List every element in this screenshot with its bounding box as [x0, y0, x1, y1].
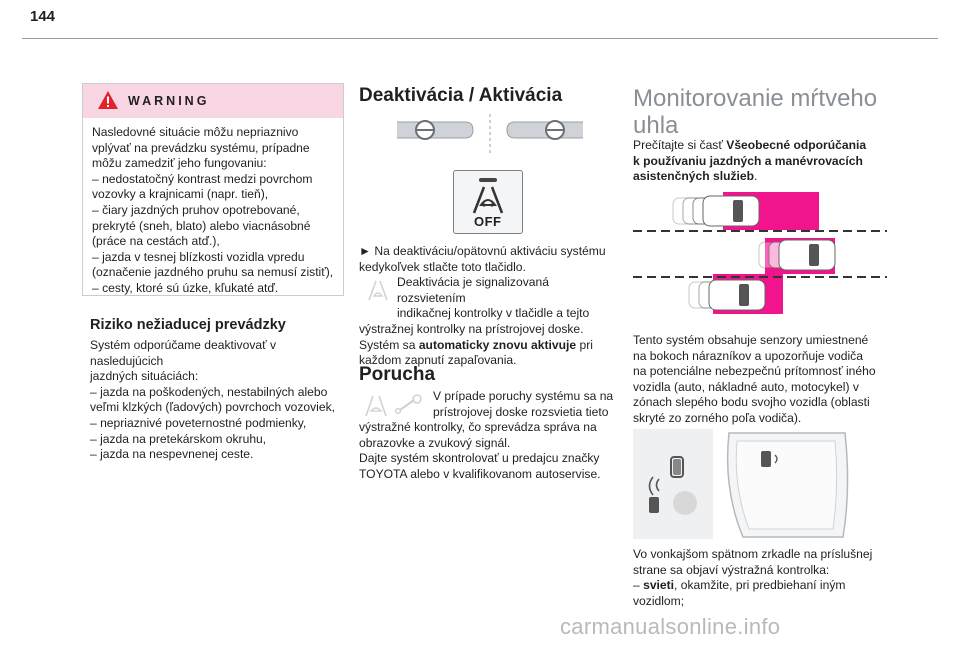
risk-line: – jazda na nespevnenej ceste.: [90, 447, 254, 462]
deactivation-line-text: Deaktivácia je signalizovaná rozsvietením: [397, 275, 549, 305]
fault-text: [359, 389, 617, 483]
side-mirror-image: [633, 429, 851, 539]
monitoring-text: [633, 333, 883, 427]
monitoring-line: Tento systém obsahuje senzory umiestnené: [633, 333, 869, 347]
auto-reactivate-post: pri: [576, 337, 593, 352]
deactivation-text: [359, 244, 617, 369]
monitoring-line: zónach slepého bodu svojho vozidla (oblasti: [633, 395, 870, 410]
monitoring-heading-line: Monitorovanie mŕtveho: [633, 85, 878, 112]
mirror-post: , okamžite, pri predbiehaní iným: [674, 578, 846, 593]
fault-line: obrazovke a zvukový signál.: [359, 435, 511, 450]
risk-line: – jazda na poškodených, nestabilných alebo: [90, 384, 328, 399]
mirror-line: strane sa objaví výstražná kontrolka:: [633, 562, 830, 577]
intro-bold: k používaniu jazdných a manévrovacích: [633, 153, 863, 168]
risk-heading: Riziko nežiaducej prevádzky: [90, 317, 286, 333]
risk-text: [90, 338, 348, 463]
deactivation-line: každom zapnutí zapaľovania.: [359, 353, 517, 368]
fault-line: V prípade poruchy systému sa na: [433, 389, 614, 403]
auto-reactivate-pre: Systém sa: [359, 337, 419, 352]
warning-title: WARNING: [128, 94, 210, 108]
warning-box: [82, 83, 344, 296]
deactivation-line: kedykoľvek stlačte toto tlačidlo.: [359, 259, 526, 274]
intro-post: .: [754, 169, 758, 184]
mirror-illustration: [633, 429, 851, 539]
fault-line: výstražné kontrolky, čo sprevádza správa na: [359, 420, 597, 435]
mirror-line: Vo vonkajšom spätnom zrkadle na príslušnej: [633, 547, 873, 561]
fault-line: Dajte systém skontrolovať u predajcu značky: [359, 451, 600, 466]
risk-line: veľmi klzkých (ľadových) povrchoch vozoviek,: [90, 400, 335, 415]
intro-bold: Všeobecné odporúčania: [726, 138, 867, 152]
monitoring-line: na potenciálne nebezpečnú prítomnosť iného: [633, 364, 876, 379]
monitoring-intro-line: [633, 169, 883, 185]
warning-line: vplývať na prevádzku systému, prípadne: [92, 140, 310, 155]
mirror-text: [633, 547, 883, 609]
steering-position-illustration: [395, 112, 585, 156]
deactivation-line: výstražnej kontrolky na prístrojovej doske.: [359, 321, 584, 336]
warning-line: Nasledovné situácie môžu nepriaznivo: [92, 125, 299, 139]
monitoring-line: na bokoch nárazníkov a upozorňuje vodiča: [633, 348, 863, 363]
fault-line: prístrojovej doske rozsvietia tieto: [433, 404, 609, 419]
warning-line: – čiary jazdných pruhov opotrebované,: [92, 202, 300, 217]
footer-watermark: carmanualsonline.info: [560, 614, 781, 639]
auto-reactivate-bold: automaticky znovu aktivuje: [418, 337, 577, 352]
monitoring-line: skryté zo zorného poľa vodiča).: [633, 410, 802, 425]
deactivation-line: [359, 275, 617, 306]
warning-line: – nedostatočný kontrast medzi povrchom: [92, 171, 313, 186]
warning-line: vozovky a krajnicami (napr. tieň),: [92, 187, 269, 202]
lane-assist-off-button[interactable]: [453, 170, 523, 234]
warning-text: [92, 125, 338, 297]
warning-line: prekryté (sneh, blato) alebo viacnásobné: [92, 218, 311, 233]
blind-spot-diagram: [633, 190, 887, 320]
deactivation-line: [359, 338, 617, 354]
monitoring-heading: [633, 85, 877, 139]
warning-line: – cesty, ktoré sú úzke, kľukaté atď.: [92, 280, 279, 295]
fault-line: TOYOTA alebo v kvalifikovanom autoservise.: [359, 466, 601, 481]
risk-line: – jazda na pretekárskom okruhu,: [90, 431, 267, 446]
deactivation-heading: Deaktivácia / Aktivácia: [359, 85, 563, 106]
monitoring-intro-line: [633, 138, 883, 154]
monitoring-line: vozidla (auto, nákladné auto, motocykel) v: [633, 379, 859, 394]
risk-line: jazdných situáciách:: [90, 369, 199, 384]
monitoring-heading-line: uhla: [633, 112, 679, 139]
deactivation-line: indikačnej kontrolky v tlačidle a tejto: [397, 306, 590, 321]
warning-line: (práce na cestách atď.),: [92, 234, 220, 249]
intro-bold: asistenčných služieb: [633, 169, 754, 184]
mirror-line: vozidlom;: [633, 593, 685, 608]
top-divider: [22, 38, 938, 39]
risk-line: – nepriaznivé poveternostné podmienky,: [90, 415, 307, 430]
page-number: 144: [30, 8, 56, 25]
monitoring-intro: [633, 138, 883, 185]
deactivation-line: ► Na deaktiváciu/opätovnú aktiváciu systému: [359, 244, 606, 258]
mirror-dash: –: [633, 578, 644, 593]
mirror-line: [633, 578, 883, 594]
off-label: OFF: [474, 214, 502, 229]
monitoring-intro-line: [633, 154, 883, 170]
lane-assist-icon: [462, 175, 514, 215]
warning-line: – jazda v tesnej blízkosti vozidla vpredu: [92, 249, 305, 264]
warning-triangle-icon: [97, 90, 119, 110]
lane-warning-lamp-icon: [365, 278, 391, 302]
warning-header: [83, 84, 343, 118]
mirror-bold: svieti: [643, 578, 675, 593]
risk-line: Systém odporúčame deaktivovať v nasledujúcich: [90, 338, 277, 368]
warning-line: (označenie jazdného pruhu sa nemusí zistiť),: [92, 265, 334, 280]
warning-line: môžu zamedziť jeho fungovaniu:: [92, 156, 267, 171]
intro-pre: Prečítajte si časť: [633, 138, 727, 152]
fault-heading: Porucha: [359, 364, 436, 385]
